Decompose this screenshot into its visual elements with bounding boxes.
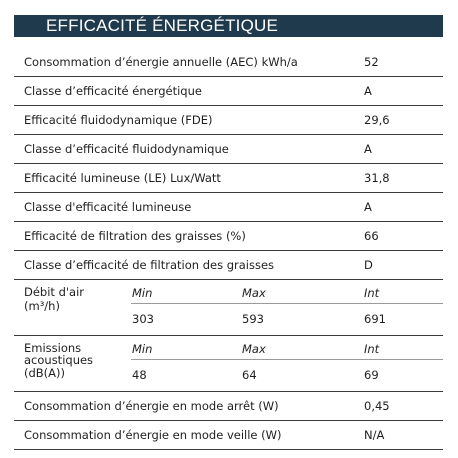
page-title: EFFICACITÉ ÉNERGÉTIQUE bbox=[46, 16, 279, 35]
noise-header-min: Min bbox=[132, 342, 153, 356]
row-label: Efficacité de filtration des graisses (%) bbox=[24, 229, 246, 243]
noise-unit: (dB(A)) bbox=[24, 366, 66, 380]
noise-value-min: 48 bbox=[132, 368, 147, 382]
row-value: 52 bbox=[364, 55, 379, 69]
row-label: Classe d'efficacité lumineuse bbox=[24, 200, 192, 214]
airflow-value-min: 303 bbox=[132, 312, 154, 326]
row-value: 31,8 bbox=[364, 171, 390, 185]
energy-table bbox=[14, 48, 443, 450]
noise-row bbox=[14, 336, 443, 392]
noise-label-1: Emissions bbox=[24, 341, 82, 355]
title-bar bbox=[14, 15, 443, 37]
table-row bbox=[14, 77, 443, 106]
airflow-row bbox=[14, 280, 443, 336]
table-row bbox=[14, 251, 443, 280]
table-row bbox=[14, 222, 443, 251]
airflow-header-int: Int bbox=[364, 286, 380, 300]
table-row bbox=[14, 106, 443, 135]
noise-value-max: 64 bbox=[242, 368, 257, 382]
noise-header-max: Max bbox=[242, 342, 266, 356]
airflow-header-min: Min bbox=[132, 286, 153, 300]
row-value: D bbox=[364, 258, 373, 272]
airflow-header-max: Max bbox=[242, 286, 266, 300]
row-value: N/A bbox=[364, 428, 385, 442]
row-label: Consommation d’énergie en mode arrêt (W) bbox=[24, 399, 279, 413]
row-label: Consommation d’énergie annuelle (AEC) kWh/a bbox=[24, 55, 298, 69]
airflow-value-int: 691 bbox=[364, 312, 386, 326]
row-label: Efficacité lumineuse (LE) Lux/Watt bbox=[24, 171, 221, 185]
airflow-value-max: 593 bbox=[242, 312, 264, 326]
table-row bbox=[14, 164, 443, 193]
table-row bbox=[14, 48, 443, 77]
row-label: Classe d’efficacité de filtration des graisses bbox=[24, 258, 275, 272]
table-row bbox=[14, 135, 443, 164]
row-label: Classe d’efficacité énergétique bbox=[24, 84, 202, 98]
row-value: A bbox=[364, 84, 372, 98]
row-divider bbox=[131, 359, 443, 360]
table-row bbox=[14, 421, 443, 450]
row-value: 66 bbox=[364, 229, 379, 243]
row-value: 0,45 bbox=[364, 399, 390, 413]
airflow-label: Débit d'air bbox=[24, 285, 85, 299]
row-label: Efficacité fluidodynamique (FDE) bbox=[24, 113, 213, 127]
airflow-unit: (m³/h) bbox=[24, 299, 60, 313]
row-value: 29,6 bbox=[364, 113, 390, 127]
row-divider bbox=[131, 303, 443, 304]
noise-header-int: Int bbox=[364, 342, 380, 356]
noise-value-int: 69 bbox=[364, 368, 379, 382]
table-row bbox=[14, 193, 443, 222]
row-label: Consommation d’énergie en mode veille (W) bbox=[24, 428, 282, 442]
row-value: A bbox=[364, 200, 372, 214]
table-row bbox=[14, 392, 443, 421]
noise-label-2: acoustiques bbox=[24, 353, 94, 367]
row-label: Classe d’efficacité fluidodynamique bbox=[24, 142, 229, 156]
row-value: A bbox=[364, 142, 372, 156]
